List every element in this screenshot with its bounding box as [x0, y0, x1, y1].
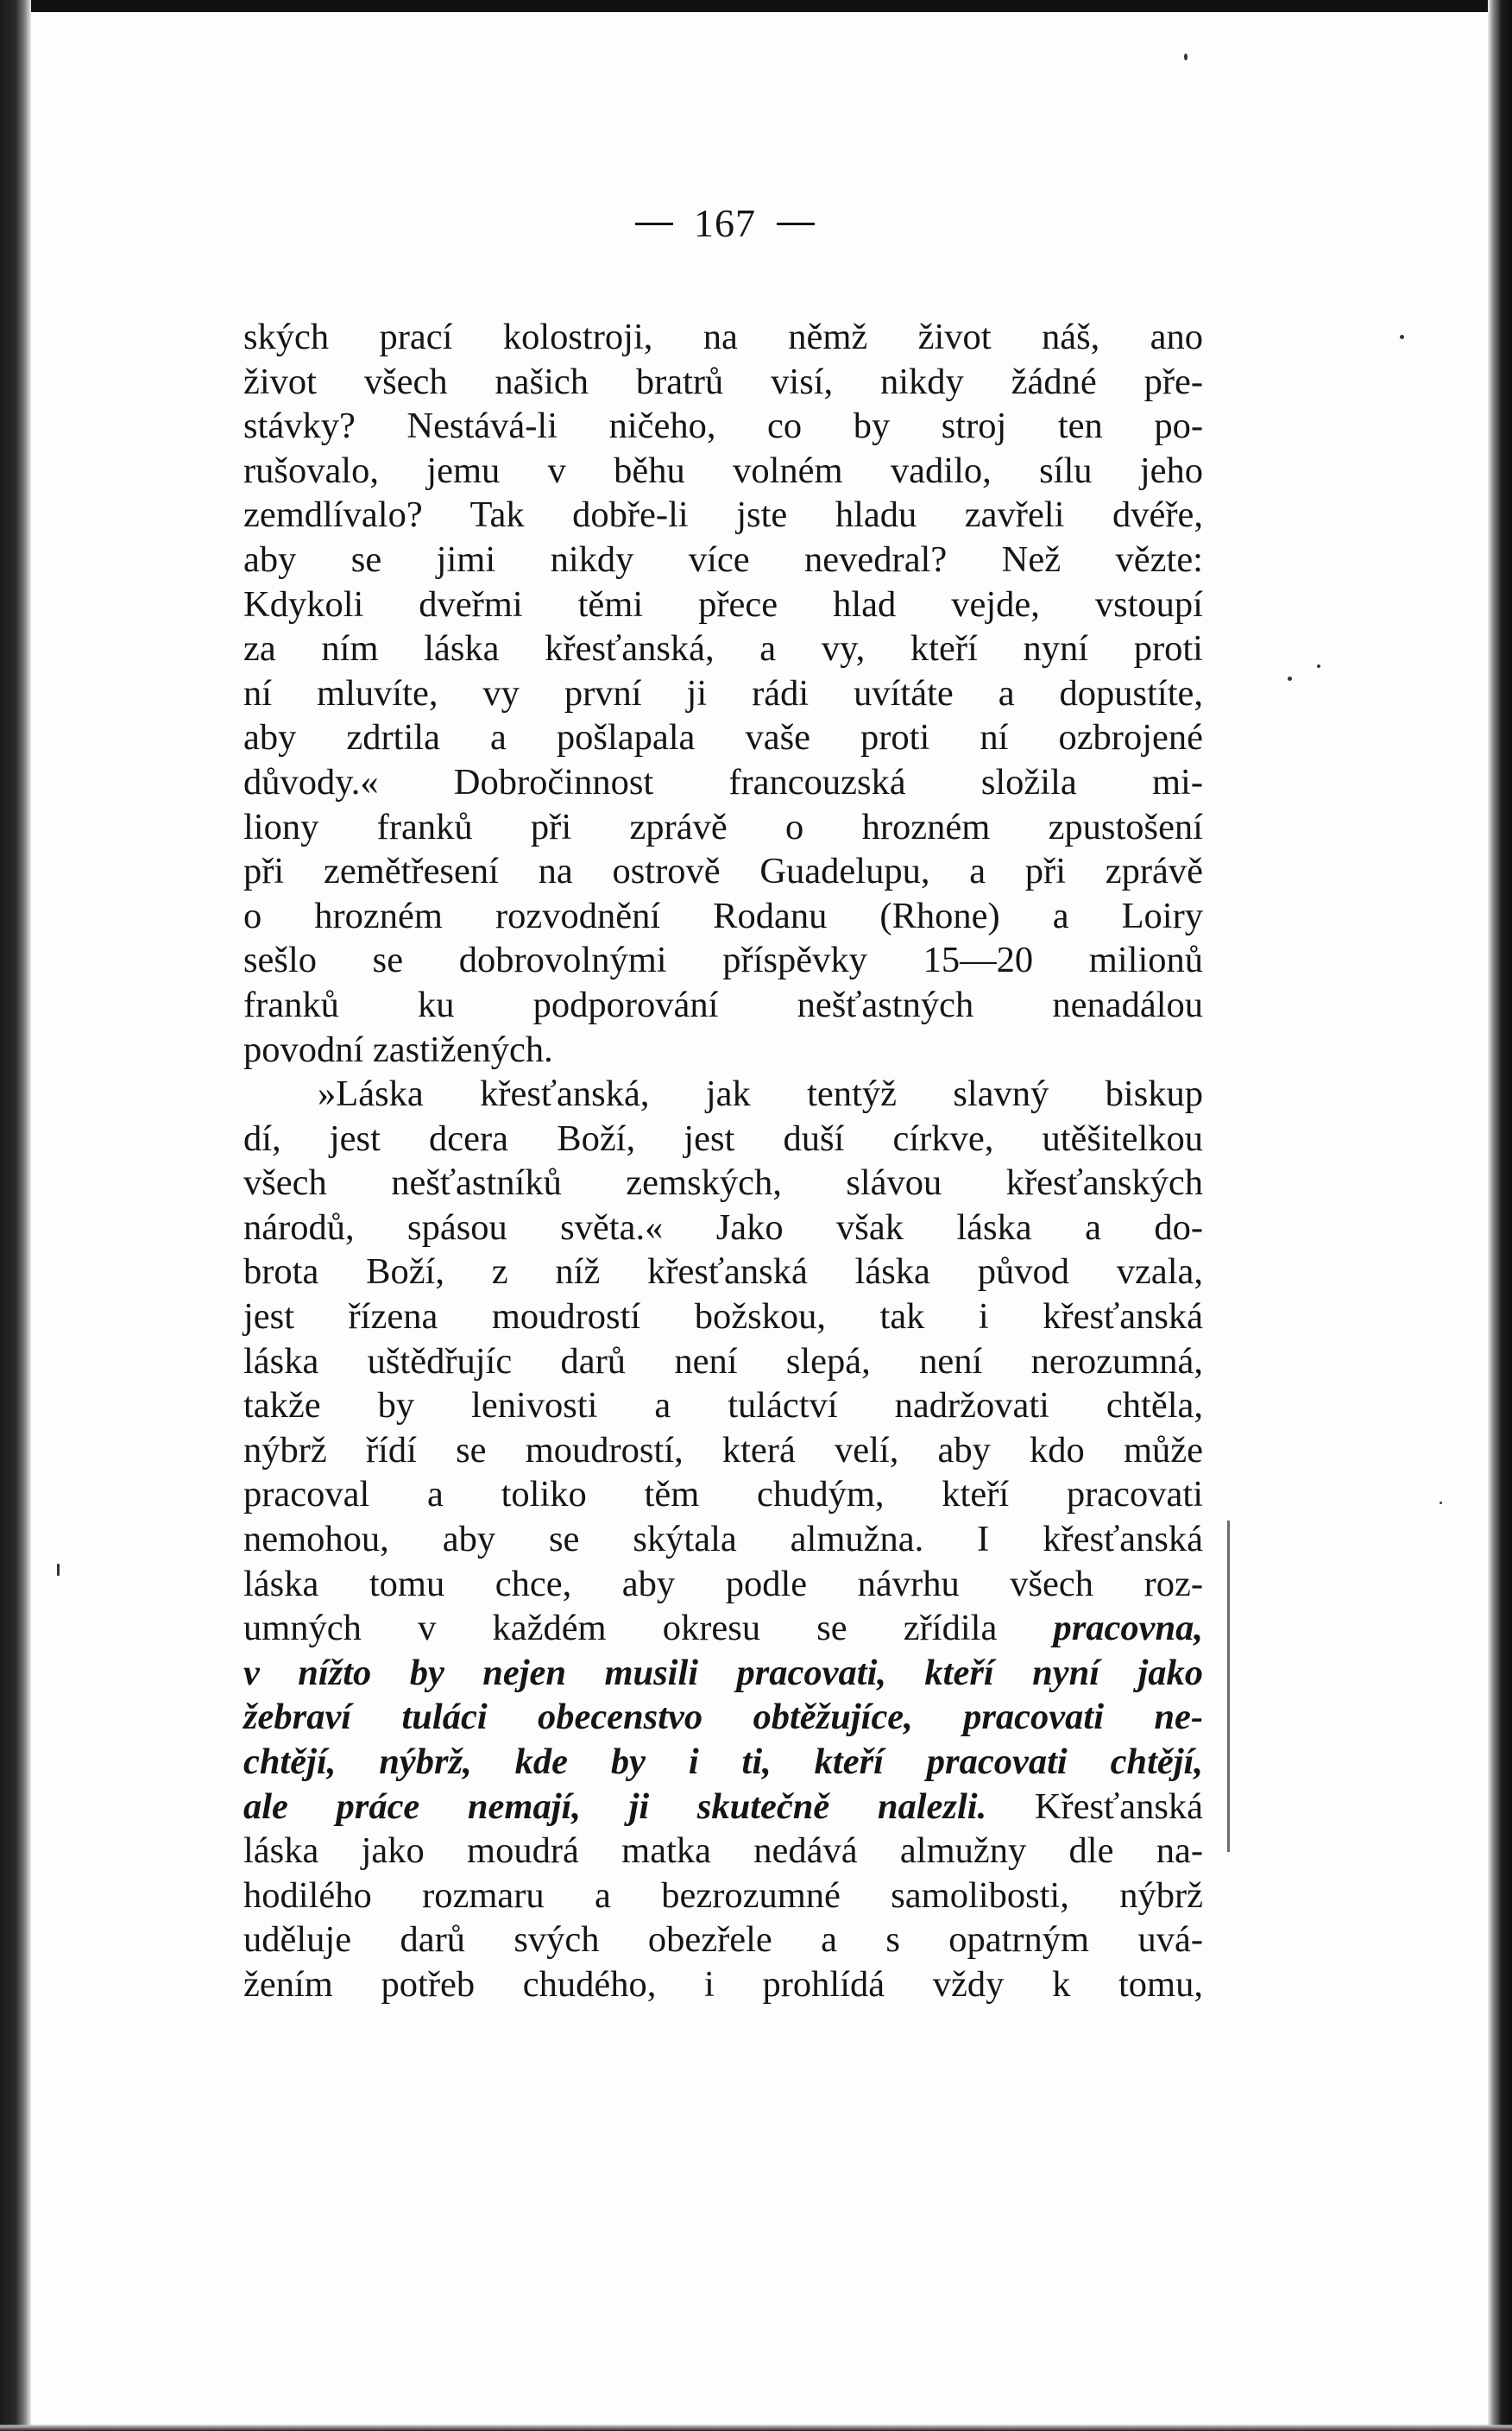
text-line: žením potřeb chudého, i prohlídá vždy k tomu, [243, 1963, 1203, 2005]
page-number-value: 167 [694, 201, 756, 245]
text-line: dí, jest dcera Boží, jest duší církve, utěšitelkou [243, 1118, 1203, 1159]
scan-speck [1184, 54, 1188, 60]
page-number-dash-right [777, 223, 815, 225]
text-line: takže by lenivosti a tuláctví nadržovati chtěla, [243, 1385, 1203, 1426]
mixed-line [243, 1785, 1203, 1830]
mixed-line [243, 1606, 1203, 1651]
text-line: jest řízena moudrostí božskou, tak i křesťanská [243, 1296, 1203, 1338]
italic-text: v nížto by nejen musili pracovati, kteří nyní jako [243, 1652, 1203, 1693]
text-line: nýbrž řídí se moudrostí, která velí, aby kdo může [243, 1429, 1203, 1471]
page-number [0, 200, 1450, 246]
text-line: důvody.« Dobročinnost francouzská složila mi- [243, 761, 1203, 803]
text-line: stávky? Nestává-li ničeho, co by stroj ten po- [243, 406, 1203, 447]
text-line: národů, spásou světa.« Jako však láska a do- [243, 1206, 1203, 1248]
paragraph-start-line: »Láska křesťanská, jak tentýž slavný biskup [318, 1074, 1203, 1115]
text-line: za ním láska křesťanská, a vy, kteří nyní proti [243, 628, 1203, 670]
text-line: láska tomu chce, aby podle návrhu všech roz- [243, 1563, 1203, 1604]
plain-text: umných v každém okresu se zřídila [243, 1608, 1054, 1649]
italic-line [243, 1695, 1203, 1740]
italic-text: pracovna, [1053, 1608, 1203, 1649]
text-line: život všech našich bratrů visí, nikdy žádné pře- [243, 361, 1203, 402]
text-line: ských prací kolostroji, na němž život náš, ano [243, 317, 1203, 357]
text-line: zemdlívalo? Tak dobře-li jste hladu zavřeli dvéře, [243, 494, 1203, 536]
text-line: uděluje darů svých obezřele a s opatrným uvá- [243, 1919, 1203, 1961]
scan-speck [1400, 335, 1404, 339]
text-line: hodilého rozmaru a bezrozumné samolibosti, nýbrž [243, 1874, 1203, 1916]
scan-speck [57, 1564, 60, 1576]
italic-text: žebraví tuláci obecenstvo obtěžujíce, pracovati ne- [243, 1697, 1203, 1738]
text-line: všech nešťastníků zemských, slávou křesťanských [243, 1162, 1203, 1204]
text-line: láska uštědřujíc darů není slepá, není nerozumná, [243, 1340, 1203, 1382]
scan-edge-left [0, 0, 31, 2431]
scan-speck [1317, 664, 1320, 668]
text-line: aby zdrtila a pošlapala vaše proti ní ozbrojené [243, 717, 1203, 759]
scan-speck [1440, 1502, 1442, 1504]
page-number-dash-left [635, 223, 673, 225]
text-line: rušovalo, jemu v běhu volném vadilo, sílu jeho [243, 450, 1203, 491]
text-line: Kdykoli dveřmi těmi přece hlad vejde, vstoupí [243, 583, 1203, 625]
text-line: při zemětřesení na ostrově Guadelupu, a při zprávě [243, 851, 1203, 892]
scan-edge-right [1488, 0, 1512, 2431]
text-line: aby se jimi nikdy více nevedral? Než vězte: [243, 538, 1203, 580]
italic-text: ale práce nemají, ji skutečně nalezli. [243, 1785, 987, 1827]
text-line: franků ku podporování nešťastných nenadálou [243, 984, 1203, 1025]
body-text [243, 315, 1203, 2007]
plain-text: Křesťanská [986, 1785, 1203, 1827]
paragraph-end-line: povodní zastižených. [243, 1029, 553, 1070]
scan-edge-top [0, 0, 1512, 12]
text-line: pracoval a toliko těm chudým, kteří pracovati [243, 1474, 1203, 1515]
text-line: sešlo se dobrovolnými příspěvky 15—20 milionů [243, 940, 1203, 981]
text-line: o hrozném rozvodnění Rodanu (Rhone) a Loiry [243, 895, 1203, 936]
margin-rule [1227, 1521, 1230, 1852]
text-line: brota Boží, z níž křesťanská láska původ vzala, [243, 1251, 1203, 1293]
italic-line [243, 1740, 1203, 1785]
text-line: nemohou, aby se skýtala almužna. I křesťanská [243, 1519, 1203, 1560]
scan-edge-bottom [0, 2424, 1512, 2431]
text-line: ní mluvíte, vy první ji rádi uvítáte a dopustíte, [243, 672, 1203, 714]
italic-line [243, 1651, 1203, 1696]
text-line: liony franků při zprávě o hrozném zpustošení [243, 806, 1203, 847]
text-line: láska jako moudrá matka nedává almužny dle na- [243, 1830, 1203, 1872]
italic-text: chtějí, nýbrž, kde by i ti, kteří pracovati chtějí, [243, 1741, 1203, 1782]
scan-speck [1288, 677, 1292, 681]
